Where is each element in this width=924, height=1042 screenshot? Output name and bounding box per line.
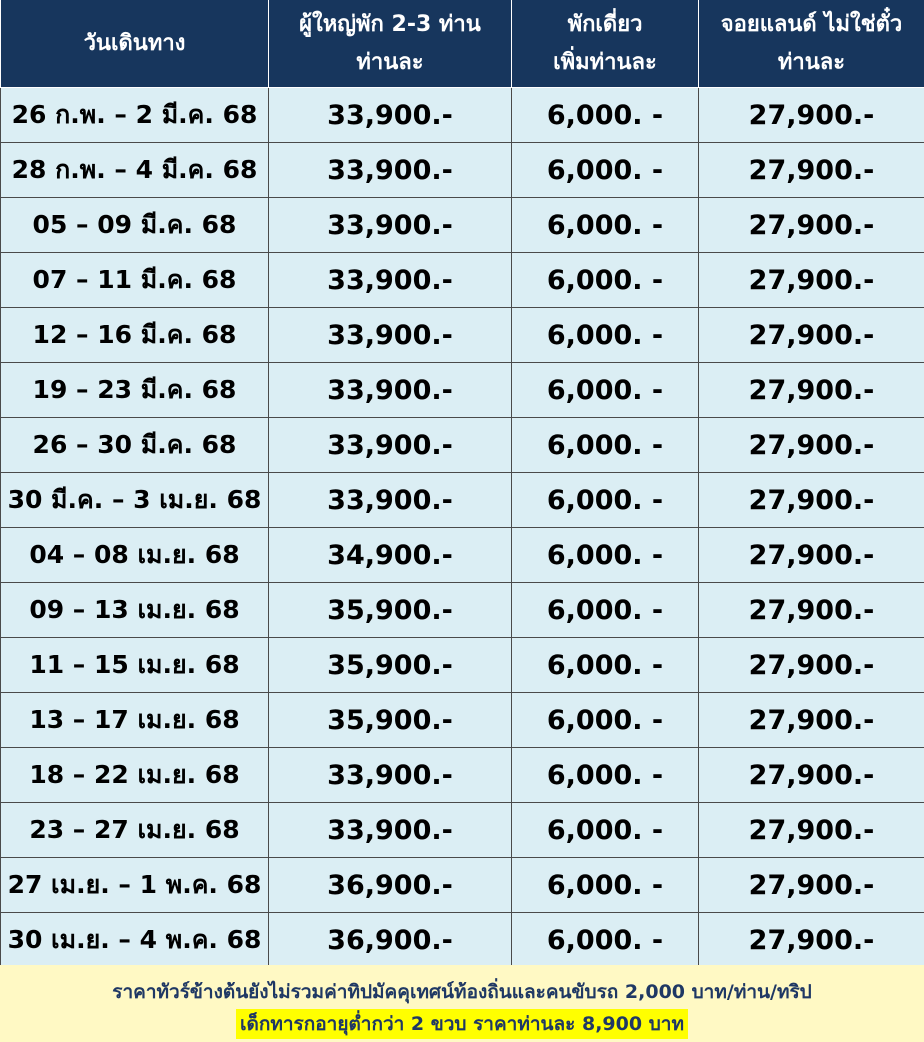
joinland-price-cell: 27,900.- [699, 308, 924, 363]
header-travel-date [1, 0, 269, 88]
adult-price-cell: 33,900.- [269, 198, 512, 253]
header-single-supplement-line1: พักเดี่ยว [567, 11, 643, 37]
date-cell: 23 – 27 เม.ย. 68 [1, 803, 269, 858]
table-row [1, 693, 924, 748]
table-row [1, 913, 924, 968]
header-joinland-price-line2: ท่านละ [777, 49, 846, 75]
joinland-price-cell: 27,900.- [699, 803, 924, 858]
adult-price-cell: 33,900.- [269, 253, 512, 308]
single-supplement-cell: 6,000. - [512, 88, 699, 143]
adult-price-cell: 34,900.- [269, 528, 512, 583]
date-cell: 11 – 15 เม.ย. 68 [1, 638, 269, 693]
single-supplement-cell: 6,000. - [512, 253, 699, 308]
adult-price-cell: 33,900.- [269, 308, 512, 363]
table-row [1, 88, 924, 143]
single-supplement-cell: 6,000. - [512, 693, 699, 748]
table-row [1, 143, 924, 198]
table-row [1, 858, 924, 913]
header-adult-price [269, 0, 512, 88]
single-supplement-cell: 6,000. - [512, 198, 699, 253]
date-cell: 28 ก.พ. – 4 มี.ค. 68 [1, 143, 269, 198]
header-adult-price-line2: ท่านละ [356, 49, 424, 75]
single-supplement-cell: 6,000. - [512, 143, 699, 198]
single-supplement-cell: 6,000. - [512, 638, 699, 693]
joinland-price-cell: 27,900.- [699, 528, 924, 583]
header-single-supplement-line2: เพิ่มท่านละ [553, 49, 657, 75]
table-row [1, 583, 924, 638]
table-row [1, 308, 924, 363]
single-supplement-cell: 6,000. - [512, 858, 699, 913]
date-cell: 13 – 17 เม.ย. 68 [1, 693, 269, 748]
date-cell: 26 ก.พ. – 2 มี.ค. 68 [1, 88, 269, 143]
date-cell: 30 เม.ย. – 4 พ.ค. 68 [1, 913, 269, 968]
date-cell: 19 – 23 มี.ค. 68 [1, 363, 269, 418]
table-row [1, 803, 924, 858]
table-row [1, 528, 924, 583]
header-adult-price-line1: ผู้ใหญ่พัก 2-3 ท่าน [299, 11, 481, 37]
single-supplement-cell: 6,000. - [512, 528, 699, 583]
single-supplement-cell: 6,000. - [512, 583, 699, 638]
date-cell: 09 – 13 เม.ย. 68 [1, 583, 269, 638]
date-cell: 05 – 09 มี.ค. 68 [1, 198, 269, 253]
joinland-price-cell: 27,900.- [699, 858, 924, 913]
single-supplement-cell: 6,000. - [512, 363, 699, 418]
table-row [1, 253, 924, 308]
infant-price-note: เด็กทารกอายุต่ำกว่า 2 ขวบ ราคาท่านละ 8,900 บาท [236, 1009, 688, 1039]
joinland-price-cell: 27,900.- [699, 583, 924, 638]
table-row [1, 638, 924, 693]
table-row [1, 748, 924, 803]
adult-price-cell: 33,900.- [269, 803, 512, 858]
joinland-price-cell: 27,900.- [699, 418, 924, 473]
adult-price-cell: 35,900.- [269, 693, 512, 748]
header-joinland-price-line1: จอยแลนด์ ไม่ใช่ตั๋ว [720, 11, 903, 37]
single-supplement-cell: 6,000. - [512, 913, 699, 968]
date-cell: 30 มี.ค. – 3 เม.ย. 68 [1, 473, 269, 528]
adult-price-cell: 36,900.- [269, 858, 512, 913]
adult-price-cell: 35,900.- [269, 638, 512, 693]
tip-note: ราคาทัวร์ข้างต้นยังไม่รวมค่าทิปมัคคุเทศน์ท้องถิ่นและคนขับรถ 2,000 บาท/ท่าน/ทริป [112, 981, 812, 1003]
table-row [1, 418, 924, 473]
joinland-price-cell: 27,900.- [699, 143, 924, 198]
joinland-price-cell: 27,900.- [699, 198, 924, 253]
date-cell: 04 – 08 เม.ย. 68 [1, 528, 269, 583]
adult-price-cell: 33,900.- [269, 143, 512, 198]
price-table-body [1, 88, 924, 968]
joinland-price-cell: 27,900.- [699, 693, 924, 748]
adult-price-cell: 35,900.- [269, 583, 512, 638]
single-supplement-cell: 6,000. - [512, 803, 699, 858]
joinland-price-cell: 27,900.- [699, 473, 924, 528]
header-single-supplement [512, 0, 699, 88]
joinland-price-cell: 27,900.- [699, 913, 924, 968]
table-row [1, 198, 924, 253]
date-cell: 18 – 22 เม.ย. 68 [1, 748, 269, 803]
joinland-price-cell: 27,900.- [699, 253, 924, 308]
date-cell: 07 – 11 มี.ค. 68 [1, 253, 269, 308]
joinland-price-cell: 27,900.- [699, 638, 924, 693]
date-cell: 27 เม.ย. – 1 พ.ค. 68 [1, 858, 269, 913]
adult-price-cell: 33,900.- [269, 88, 512, 143]
date-cell: 12 – 16 มี.ค. 68 [1, 308, 269, 363]
header-joinland-price [699, 0, 924, 88]
adult-price-cell: 33,900.- [269, 748, 512, 803]
adult-price-cell: 36,900.- [269, 913, 512, 968]
table-row [1, 363, 924, 418]
adult-price-cell: 33,900.- [269, 418, 512, 473]
single-supplement-cell: 6,000. - [512, 418, 699, 473]
adult-price-cell: 33,900.- [269, 363, 512, 418]
header-row [1, 0, 924, 88]
joinland-price-cell: 27,900.- [699, 748, 924, 803]
header-travel-date-line1: วันเดินทาง [83, 30, 186, 56]
footer-notes [0, 965, 924, 1042]
joinland-price-cell: 27,900.- [699, 88, 924, 143]
date-cell: 26 – 30 มี.ค. 68 [1, 418, 269, 473]
adult-price-cell: 33,900.- [269, 473, 512, 528]
joinland-price-cell: 27,900.- [699, 363, 924, 418]
single-supplement-cell: 6,000. - [512, 308, 699, 363]
single-supplement-cell: 6,000. - [512, 473, 699, 528]
table-row [1, 473, 924, 528]
single-supplement-cell: 6,000. - [512, 748, 699, 803]
